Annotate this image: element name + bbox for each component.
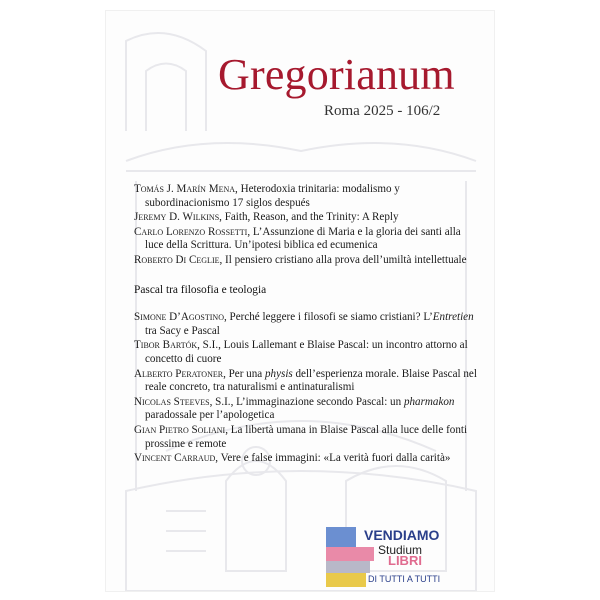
logo-book-pink [326, 547, 374, 561]
toc-article-title: , Per una [223, 367, 265, 380]
toc-entry [134, 311, 479, 338]
toc-entry [134, 424, 479, 451]
toc-article-title: , Heterodoxia trinitaria: modalismo y subordinacionismo 17 siglos después [145, 183, 400, 209]
table-of-contents [134, 183, 479, 467]
toc-author: Carlo Lorenzo Rossetti [134, 225, 248, 238]
toc-italic-term: pharmakon [403, 395, 455, 408]
book-cover [105, 10, 495, 592]
logo-text-libri: LIBRI [388, 553, 422, 568]
toc-entry [134, 254, 479, 268]
toc-article-title-end: paradossale per l’apologetica [145, 409, 275, 422]
toc-author: Tibor Bartók, S.I. [134, 339, 219, 352]
toc-entry [134, 396, 479, 423]
logo-text-tagline: DI TUTTI A TUTTI [368, 574, 441, 584]
toc-author: Simone D’Agostino [134, 311, 224, 324]
logo-book-grey [326, 561, 370, 573]
toc-article-title: , Louis Lallemant e Blaise Pascal: un incontro attorno al concetto di cuore [145, 339, 468, 365]
toc-article-title: , Perché leggere i filosofi se siamo cristiani? L’ [224, 311, 433, 324]
logo-book-yellow [326, 573, 366, 587]
toc-article-title: , Il pensiero cristiano alla prova dell’umiltà intellettuale [219, 253, 467, 266]
toc-article-title-end: dell’esperienza morale. Blaise Pascal nel reale concreto, tra naturalismi e antinaturalismi [145, 367, 477, 394]
toc-author: Alberto Peratoner [134, 367, 224, 380]
toc-article-title: , L’Assunzione di Maria e la gloria dei santi alla luce della Scrittura. Un’ipotesi biblica ed ecumenica [145, 225, 461, 252]
toc-author: Vincent Carraud [134, 452, 216, 465]
logo-text-vendiamo: VENDIAMO [364, 527, 440, 543]
toc-entry [134, 226, 479, 253]
toc-author: Roberto Di Ceglie [134, 253, 220, 266]
toc-italic-term: physis [264, 367, 293, 380]
vendiamo-libri-logo [326, 513, 495, 592]
toc-article-title-end: tra Sacy e Pascal [145, 324, 220, 337]
toc-author: Nicolas Steeves, S.I. [134, 395, 231, 408]
logo-text-studium: Studium [378, 543, 423, 557]
toc-author: Tomás J. Marín Mena [134, 183, 236, 195]
toc-author: Jeremy D. Wilkins [134, 211, 220, 224]
toc-article-title: , Faith, Reason, and the Trinity: A Reply [219, 211, 399, 224]
section-heading: Pascal tra filosofia e teologia [134, 283, 267, 296]
issue-info: Roma 2025 - 106/2 [324, 103, 441, 119]
toc-entry [134, 211, 479, 225]
toc-author: Gian Pietro Soliani [134, 423, 226, 436]
toc-entry [134, 452, 479, 466]
toc-article-title: , La libertà umana in Blaise Pascal alla luce delle fonti prossime e remote [145, 423, 468, 450]
logo-book-blue [326, 527, 356, 547]
journal-title: Gregorianum [218, 50, 455, 99]
toc-entry [134, 339, 479, 366]
toc-italic-term: Entretien [432, 311, 474, 324]
toc-article-title: , L’immaginazione secondo Pascal: un [230, 395, 404, 408]
toc-entry [134, 183, 479, 210]
toc-entry [134, 368, 479, 395]
toc-article-title: , Vere e false immagini: «La verità fuori dalla carità» [215, 452, 451, 465]
